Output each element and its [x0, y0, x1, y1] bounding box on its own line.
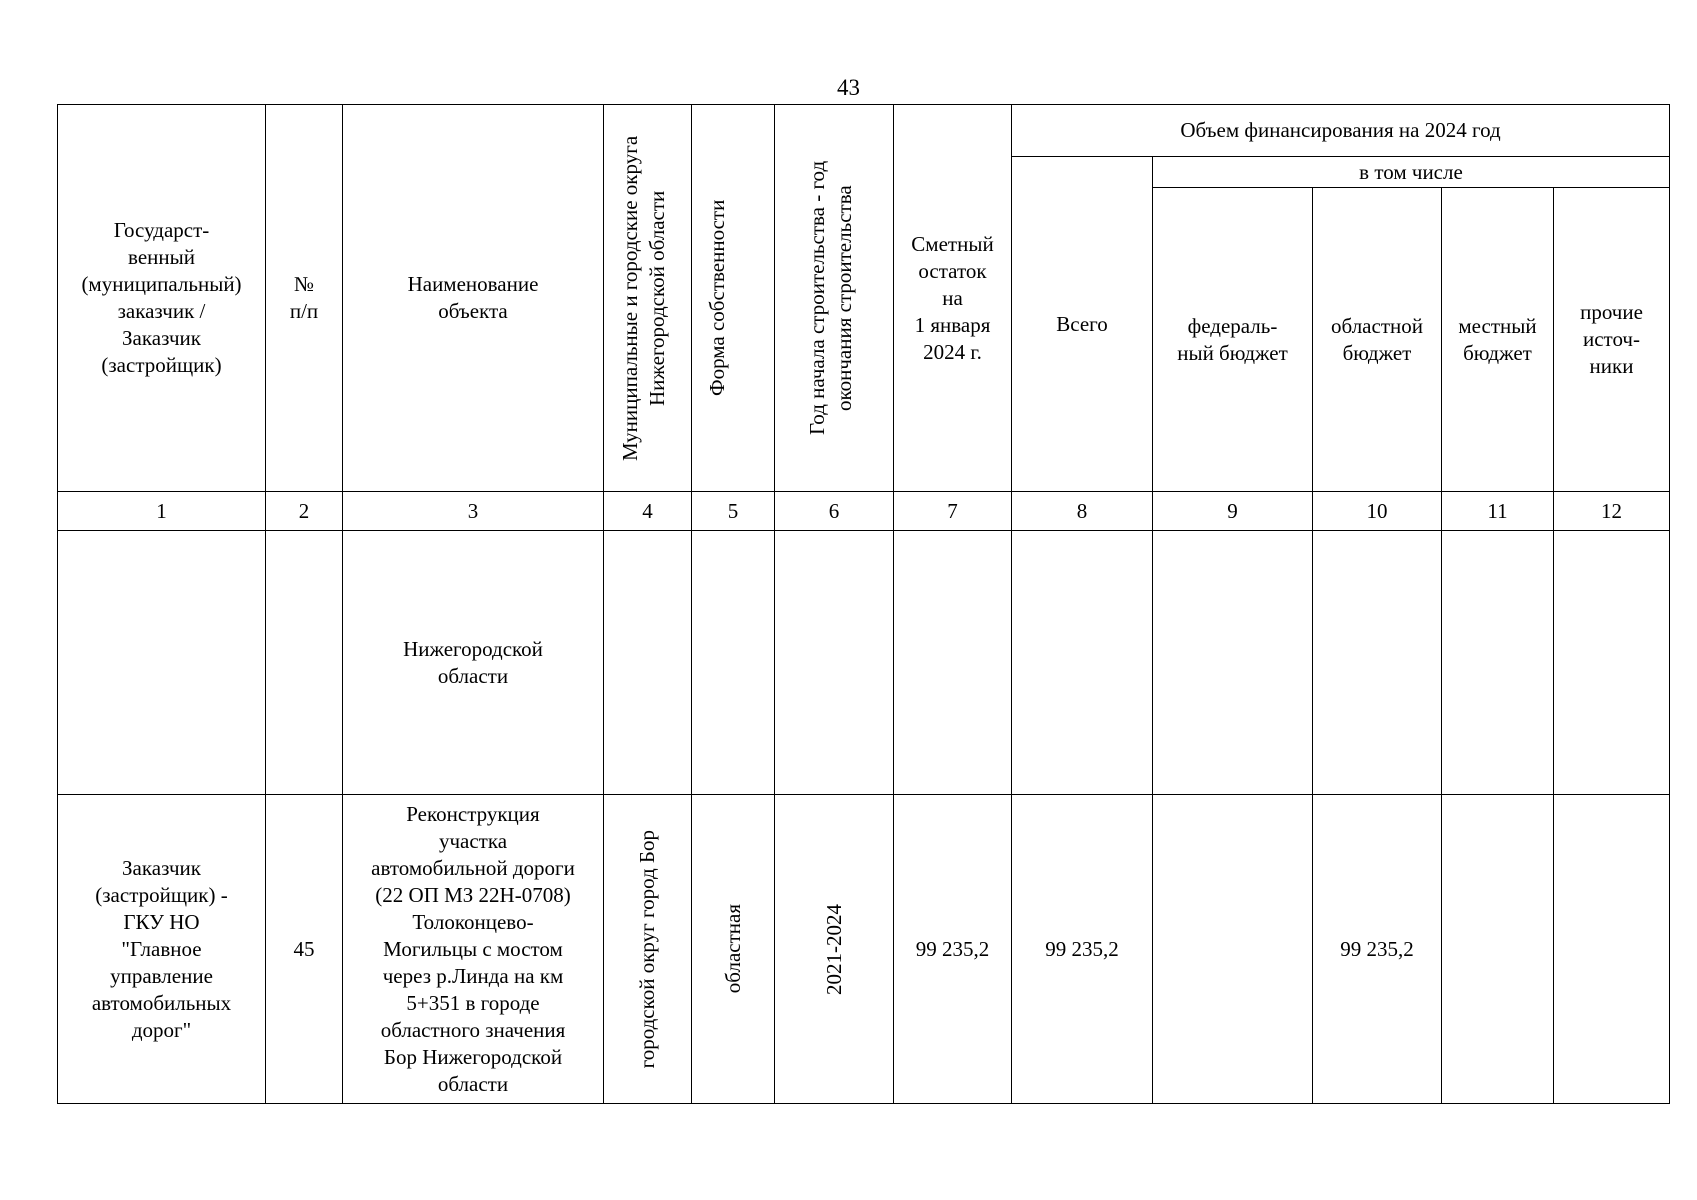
column-number: 8: [1012, 492, 1153, 531]
cell-ownership: областная: [692, 795, 775, 1104]
cell-total: 99 235,2: [1012, 795, 1153, 1104]
column-number: 2: [266, 492, 343, 531]
column-number: 4: [604, 492, 692, 531]
header-object-name: Наименование объекта: [343, 105, 604, 492]
cell-years: 2021-2024: [775, 795, 894, 1104]
header-regional-budget: областной бюджет: [1313, 188, 1442, 492]
cell-number: [266, 531, 343, 795]
column-numbers-row: [58, 492, 1670, 531]
cell-object-name: Реконструкция участка автомобильной дороги (22 ОП МЗ 22Н-0708) Толоконцево- Могильцы с мостом через р.Линда на км 5+351 в городе областного значения Бор Нижегородской области: [343, 795, 604, 1104]
header-federal-budget: федераль- ный бюджет: [1153, 188, 1313, 492]
cell-federal: [1153, 795, 1313, 1104]
column-number: 3: [343, 492, 604, 531]
cell-ownership: [692, 531, 775, 795]
header-ownership: Форма собственности: [692, 105, 775, 492]
cell-other: [1554, 531, 1670, 795]
cell-object-name: Нижегородской области: [343, 531, 604, 795]
cell-customer: Заказчик (застройщик) - ГКУ НО "Главное управление автомобильных дорог": [58, 795, 266, 1104]
page-number: 43: [837, 75, 860, 100]
cell-regional: 99 235,2: [1313, 795, 1442, 1104]
column-number: 1: [58, 492, 266, 531]
cell-municipality: [604, 531, 692, 795]
cell-regional: [1313, 531, 1442, 795]
table-row: [58, 531, 1670, 795]
header-customer: Государст- венный (муниципальный) заказчик / Заказчик (застройщик): [58, 105, 266, 492]
cell-estimate: [894, 531, 1012, 795]
header-total: Всего: [1012, 157, 1153, 492]
cell-estimate: 99 235,2: [894, 795, 1012, 1104]
financing-table: [57, 104, 1670, 1104]
cell-federal: [1153, 531, 1313, 795]
column-number: 6: [775, 492, 894, 531]
header-estimate-balance: Сметный остаток на 1 января 2024 г.: [894, 105, 1012, 492]
cell-customer: [58, 531, 266, 795]
cell-other: [1554, 795, 1670, 1104]
header-including: в том числе: [1153, 157, 1670, 188]
column-number: 9: [1153, 492, 1313, 531]
header-other-sources: прочие источ- ники: [1554, 188, 1670, 492]
header-construction-years: Год начала строительства - год окончания строительства: [775, 105, 894, 492]
cell-years: [775, 531, 894, 795]
header-municipality: Муниципальные и городские округа Нижегородской области: [604, 105, 692, 492]
cell-local: [1442, 795, 1554, 1104]
column-number: 7: [894, 492, 1012, 531]
column-number: 12: [1554, 492, 1670, 531]
cell-local: [1442, 531, 1554, 795]
header-number: № п/п: [266, 105, 343, 492]
column-number: 5: [692, 492, 775, 531]
table-row: [58, 795, 1670, 1104]
header-local-budget: местный бюджет: [1442, 188, 1554, 492]
column-number: 11: [1442, 492, 1554, 531]
cell-municipality: городской округ город Бор: [604, 795, 692, 1104]
column-number: 10: [1313, 492, 1442, 531]
cell-total: [1012, 531, 1153, 795]
header-financing-2024: Объем финансирования на 2024 год: [1012, 105, 1670, 157]
cell-number: 45: [266, 795, 343, 1104]
